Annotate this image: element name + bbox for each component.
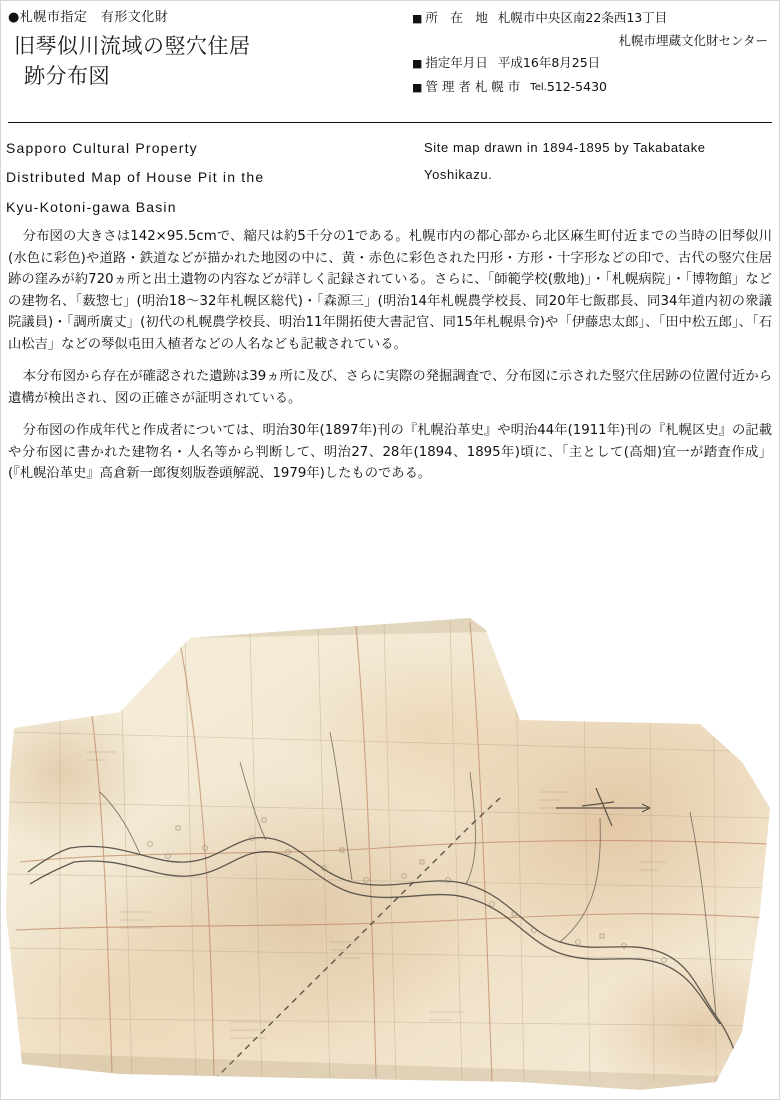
body-text	[8, 226, 772, 485]
meta-administrator-label: 管 理 者 札 幌 市	[425, 79, 521, 95]
document-header	[0, 0, 780, 122]
square-bullet-icon: ■	[412, 81, 423, 95]
meta-administrator	[412, 75, 772, 99]
body-paragraph-1: 分布図の大きさは142×95.5cmで、縮尺は約5千分の1である。札幌市内の都心部から北区麻生町付近までの当時の旧琴似川(水色に彩色)や道路・鉄道などが描かれた地図の中に、黄・赤色に彩色された円形・方形・十字形などの印で、古代の竪穴住居跡の窪みが約720ヵ所と出土遺物の内容などが詳しく記録されている。さらに、「師範学校(敷地)」・「札幌病院」・「博物館」などの建物名、「薮惣七」(明治18～32年札幌区総代)・「森源三」(明治14年札幌農学校長、同20年七飯郡長、同34年道内初の衆議院議員)・「調所廣丈」(初代の札幌農学校長、明治11年開拓使大書記官、同15年札幌県令)や「伊藤忠太郎」、「田中松五郎」、「石山松吉」などの琴似屯田入植者などの人名なども記載されている。	[8, 229, 772, 352]
header-left-block	[8, 6, 400, 92]
telephone-number: 512-5430	[546, 79, 607, 95]
header-divider	[8, 122, 772, 123]
map-figure	[0, 612, 780, 1100]
body-paragraph-3: 分布図の作成年代と作成者については、明治30年(1897年)刊の『札幌沿革史』や明治44年(1911年)刊の『札幌区史』の記載や分布図に書かれた建物名・人名等から判断して、明治27、28年(1894、1895年)頃に、「主として(高畑)宜一が踏査作成」(『札幌沿革史』高倉新一郎復刻版巻頭解説、1979年)したものである。	[8, 423, 772, 482]
english-title-line3: Kyu-Kotoni-gawa Basin	[6, 198, 177, 215]
meta-date-value: 平成16年8月25日	[497, 55, 601, 71]
page-title	[14, 31, 400, 92]
header-meta-block	[412, 6, 772, 99]
meta-location	[412, 6, 772, 30]
page-title-line1: 旧琴似川流域の竪穴住居	[14, 34, 251, 58]
page-title-line2: 跡分布図	[24, 64, 110, 89]
designation-kicker: ●札幌市指定 有形文化財	[8, 10, 169, 25]
meta-telephone	[530, 79, 607, 94]
meta-location-value: 札幌市中央区南22条西13丁目	[497, 10, 668, 25]
meta-location-label: 所 在 地	[425, 10, 488, 25]
english-title-block	[6, 134, 406, 222]
square-bullet-icon: ■	[412, 12, 423, 25]
english-block	[0, 128, 780, 222]
english-title-line1: Sapporo Cultural Property	[6, 140, 198, 156]
english-note-line2: Yoshikazu.	[424, 167, 493, 183]
meta-designation-date	[412, 51, 772, 75]
english-title-line2: Distributed Map of House Pit in the	[6, 169, 265, 186]
body-paragraph-2: 本分布図から存在が確認された遺跡は39ヵ所に及び、さらに実際の発掘調査で、分布図に示された竪穴住居跡の位置付近から遺構が検出され、図の正確さが証明されている。	[8, 369, 772, 406]
telephone-label: Tel.	[530, 82, 547, 94]
english-note-line1: Site map drawn in 1894-1895 by Takabatake	[424, 140, 706, 155]
english-note-block	[424, 134, 774, 189]
meta-location-sub: 札幌市埋蔵文化財センター	[618, 32, 768, 48]
meta-date-label: 指定年月日	[425, 55, 488, 71]
old-map-image	[0, 612, 780, 1100]
square-bullet-icon: ■	[412, 57, 423, 71]
